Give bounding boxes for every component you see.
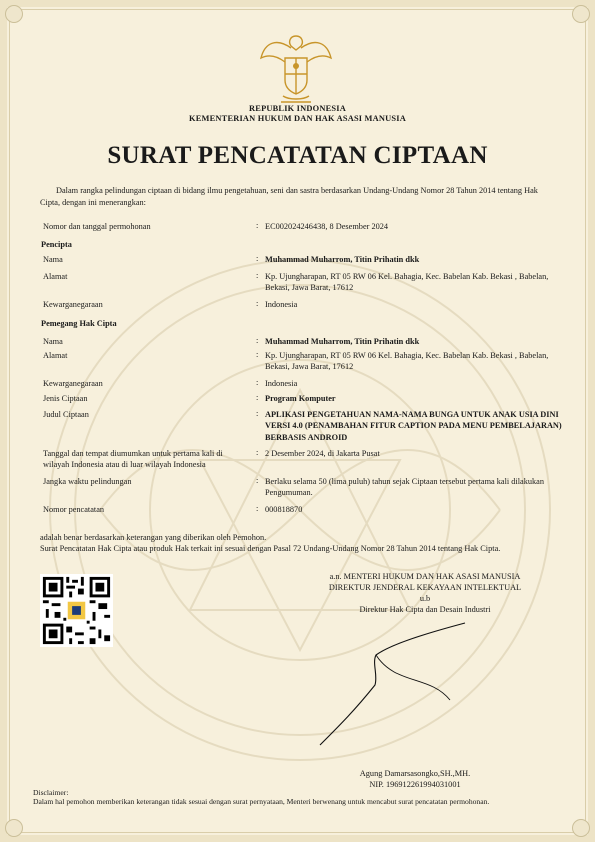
holder-name: Muhammad Muharrom, Titin Prihatin dkk [265, 337, 420, 346]
protection-label: Jangka waktu pelindungan [43, 477, 132, 486]
publish-label: Tanggal dan tempat diumumkan untuk pertama kali di wilayah Indonesia atau di luar wilayah Indonesia [43, 449, 223, 470]
closing-line-2: Surat Pencatatan Hak Cipta atau produk Hak terkait ini sesuai dengan Pasal 72 Undang-Undang Nomor 28 Tahun 2014 tentang Hak Cipta. [40, 544, 501, 554]
work-title-label: Judul Ciptaan [43, 410, 89, 419]
work-type: Program Komputer [265, 394, 336, 403]
qr-code-icon [40, 574, 113, 647]
signatory-line-2: DIREKTUR JENDERAL KEKAYAAN INTELEKTUAL [328, 583, 522, 592]
colon: : [256, 393, 259, 402]
colon: : [256, 336, 259, 345]
record-number: 000818870 [265, 505, 303, 514]
work-type-label: Jenis Ciptaan [43, 394, 88, 403]
application-value: EC002024246438, 8 Desember 2024 [265, 222, 389, 231]
closing-line-1: adalah benar berdasarkan keterangan yang diberikan oleh Pemohon. [40, 533, 267, 542]
corner-ornament [572, 5, 590, 23]
colon: : [256, 448, 259, 457]
handwritten-signature [300, 615, 480, 765]
signatory-block [275, 571, 575, 615]
disclaimer-text: Dalam hal pemohon memberikan keterangan tidak sesuai dengan surat pernyataan, Menteri berwenang untuk mencabut surat pencatatan permohonan. [33, 797, 490, 806]
garuda-emblem-icon [255, 28, 337, 106]
signatory-line-1: a.n. MENTERI HUKUM DAN HAK ASASI MANUSIA [329, 572, 521, 581]
signatory-name: Agung Damarsasongko,SH.,MH. [359, 769, 471, 778]
creator-name: Muhammad Muharrom, Titin Prihatin dkk [265, 255, 420, 264]
protection-value: Berlaku selama 50 (lima puluh) tahun sejak Ciptaan tersebut pertama kali dilakukan Pengumuman. [265, 477, 545, 498]
holder-name-label: Nama [43, 337, 63, 346]
application-label: Nomor dan tanggal permohonan [43, 222, 151, 231]
creator-name-label: Nama [43, 255, 63, 264]
creator-section-title: Pencipta [41, 240, 72, 249]
colon: : [256, 504, 259, 513]
closing-statement [40, 532, 560, 555]
corner-ornament [5, 5, 23, 23]
colon: : [256, 350, 259, 359]
ministry-heading: KEMENTERIAN HUKUM DAN HAK ASASI MANUSIA [189, 114, 406, 123]
colon: : [256, 254, 259, 263]
creator-address: Kp. Ujungharapan, RT 05 RW 06 Kel. Bahagia, Kec. Babelan Kab. Bekasi , Babelan, Bekasi, Jawa Barat, 17612 [265, 272, 549, 293]
colon: : [256, 221, 259, 230]
signatory-nip: NIP. 196912261994031001 [369, 780, 461, 789]
intro-paragraph: Dalam rangka pelindungan ciptaan di bidang ilmu pengetahuan, seni dan sastra berdasarkan Undang-Undang Nomor 28 Tahun 2014 tentang Hak Cipta, dengan ini menerangkan: [40, 186, 538, 207]
colon: : [256, 271, 259, 280]
colon: : [256, 476, 259, 485]
work-title: APLIKASI PENGETAHUAN NAMA-NAMA BUNGA UNTUK ANAK USIA DINI VERSI 4.0 (PENAMBAHAN FITUR CAPTION PADA MENU PEMBELAJARAN) BERBASIS ANDROID [265, 410, 562, 442]
document-title: SURAT PENCATATAN CIPTAAN [107, 142, 488, 169]
creator-nationality-label: Kewarganegaraan [43, 300, 103, 309]
holder-nationality-label: Kewarganegaraan [43, 379, 103, 388]
colon: : [256, 409, 259, 418]
publish-value: 2 Desember 2024, di Jakarta Pusat [265, 449, 380, 458]
creator-address-label: Alamat [43, 272, 68, 281]
disclaimer-label: Disclaimer: [33, 788, 69, 797]
signatory-name-block [265, 768, 565, 790]
country-heading: REPUBLIK INDONESIA [249, 104, 346, 113]
holder-section-title: Pemegang Hak Cipta [41, 319, 117, 328]
holder-address: Kp. Ujungharapan, RT 05 RW 06 Kel. Bahagia, Kec. Babelan Kab. Bekasi , Babelan, Bekasi, Jawa Barat, 17612 [265, 351, 549, 372]
signatory-line-3: u.b [419, 594, 431, 603]
holder-address-label: Alamat [43, 351, 68, 360]
colon: : [256, 378, 259, 387]
colon: : [256, 299, 259, 308]
signatory-line-4: Direktur Hak Cipta dan Desain Industri [359, 605, 491, 614]
corner-ornament [572, 819, 590, 837]
record-number-label: Nomor pencatatan [43, 505, 105, 514]
holder-nationality: Indonesia [265, 379, 298, 388]
creator-nationality: Indonesia [265, 300, 298, 309]
corner-ornament [5, 819, 23, 837]
